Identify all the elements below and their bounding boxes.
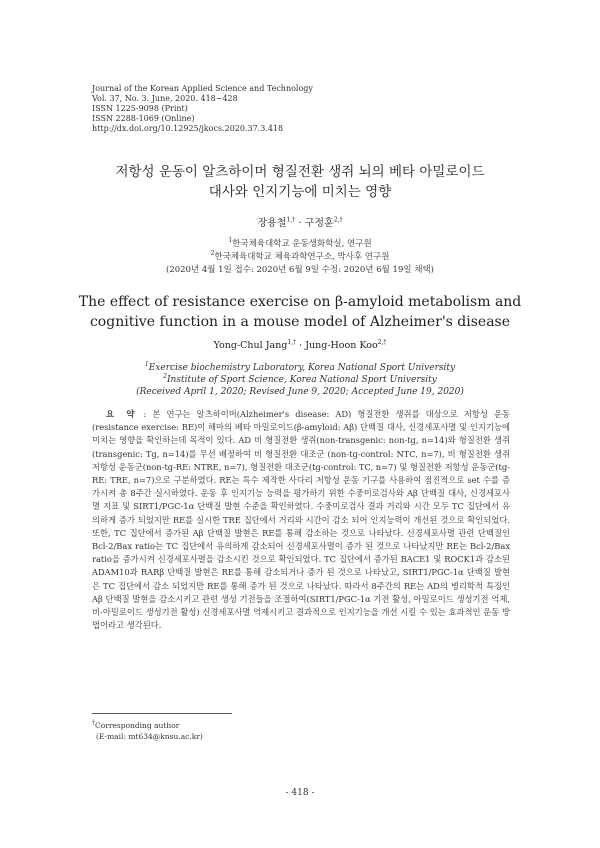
english-authors bbox=[0, 340, 600, 351]
journal-info bbox=[92, 84, 313, 134]
english-author1-marker: 1,† bbox=[287, 338, 297, 346]
korean-title bbox=[40, 162, 560, 202]
issn-print: ISSN 1225-9098 (Print) bbox=[92, 104, 188, 113]
aff2-marker: 2 bbox=[163, 373, 167, 380]
korean-authors bbox=[0, 214, 600, 229]
korean-title-line1: 저항성 운동이 알츠하이머 형질전환 생쥐 뇌의 베타 아밀로이드 bbox=[115, 164, 485, 180]
english-affiliations bbox=[0, 362, 600, 398]
author-separator: · bbox=[296, 340, 306, 351]
journal-name: Journal of the Korean Applied Science and Technology bbox=[92, 84, 313, 93]
korean-affiliations bbox=[0, 238, 600, 277]
page-number: - 418 - bbox=[285, 788, 315, 798]
english-dates: (Received April 1, 2020; Revised June 9, 2020; Accepted June 19, 2020) bbox=[136, 387, 464, 397]
korean-affiliation1: $^1$한국체육대학교 운동생화학실, 연구원 bbox=[228, 237, 372, 249]
abstract-label: 요 약 bbox=[106, 409, 138, 419]
dagger-icon: † bbox=[92, 719, 95, 727]
abstract-text: : 본 연구는 알츠하이머(Alzheimer's disease: AD) 형질전환 생쥐를 대상으로 저항성 운동(resistance exercise: RE)이 해마의 베타 아밀로이드(β-amyloid: Aβ) 단백질 대사, 신경세포사멸 및 인지기능에 미치는 영향을 확인하는데 목적이 있다. AD 비 형질전환 생쥐(non-transgenic: non-tg, n=14)와 형질전환 생쥐(transgenic: Tg, n=14)를 무선 배정하여 비 형질전환 대조군 (non-tg-control: NTC, n=7), 비 형질전환 생쥐 저항성 운동군(non-tg-RE: NTRE, n=7), 형질전환 대조군(tg-control: TC, n=7) 및 형질전환 저항성 운동군(tg-RE: TRE, n=7)으로 구분하였다. RE는 특수 제작한 사다리 저항성 운동 기구를 사용하여 점진적으로 set 수를 증가시켜 총 8주간 실시하였다. 운동 후 인지기능 능력을 평가하기 위한 수중미로검사와 Aβ 단백질 대사, 신경세포사멸 지표 및 SIRT1/PGC-1α 단백질 발현 수준을 확인하였다. 수중미로검사 결과 거리와 시간 모두 TC 집단에서 유의하게 증가 되었지만 RE를 실시한 TRE 집단에서 거리와 시간이 감소 되어 인지능력이 개선된 것으로 확인되었다. 또한, TC 집단에서 증가된 Aβ 단백질 발현은 RE를 통해 감소하는 것으로 나타났다. 신경세포사멸 관련 단백질인 Bcl-2/Bax ratio는 TC 집단에서 유의하게 감소되어 신경세포사멸이 증가 된 것으로 나타났지만 RE는 Bcl-2/Bax ratio을 증가시켜 신경세포사멸을 감소시킨 것으로 확인되었다. TC 집단에서 증가된 BACE1 및 ROCK1과 감소된 ADAM10과 RARβ 단백질 발현은 RE를 통해 감소되거나 증가 된 것으로 나타났고, SIRT1/PGC-1α 단백질 발현은 TC 집단에서 감소 되었지만 RE를 통해 증가 된 것으로 나타났다. 따라서 8주간의 RE는 AD의 병리학적 특징인 Aβ 단백질 발현을 감소시키고 관련 생성 기전들을 조절하여(SIRT1/PGC-1α 기전 활성, 아밀로이드 생성기전 억제, 비-아밀로이드 생성기전 활성) 신경세포사멸 억제시키고 결과적으로 인지기능을 개선 시킬 수 있는 효과적인 운동 방법이라고 생각된다. bbox=[92, 409, 511, 631]
korean-author1-marker: 1,† bbox=[286, 216, 296, 224]
korean-affiliation2: $^2$한국체육대학교 체육과학연구소, 박사후 연구원 bbox=[210, 250, 390, 262]
english-title-line1: The effect of resistance exercise on β-amyloid metabolism and bbox=[78, 294, 522, 310]
footnote-divider bbox=[92, 713, 232, 714]
english-title bbox=[60, 292, 540, 332]
author-separator: · bbox=[295, 218, 305, 229]
korean-dates: (2020년 4월 1일 접수: 2020년 6월 9일 수정: 2020년 6월 19일 채택) bbox=[166, 265, 434, 275]
aff1-marker: 1 bbox=[144, 361, 149, 368]
english-affiliation1: $^1$Exercise biochemistry Laboratory, Korea National Sport University bbox=[144, 361, 456, 373]
korean-author2: 구정훈 bbox=[304, 218, 334, 229]
corresponding-author: †Corresponding author bbox=[92, 719, 180, 730]
english-affiliation2: $^2$Institute of Sport Science, Korea National Sport University bbox=[163, 373, 437, 385]
english-title-line2: cognitive function in a mouse model of Alzheimer's disease bbox=[89, 314, 511, 330]
english-author2: Jung-Hoon Koo bbox=[305, 340, 378, 351]
issn-online: ISSN 2288-1069 (Online) bbox=[92, 114, 195, 123]
abstract bbox=[92, 408, 510, 632]
footnote bbox=[92, 720, 203, 742]
email-address: (E-mail: mt634@knsu.ac.kr) bbox=[96, 732, 203, 741]
korean-title-line2: 대사와 인지기능에 미치는 영향 bbox=[208, 184, 392, 200]
korean-author1: 장용철 bbox=[257, 218, 287, 229]
aff2-marker: 2 bbox=[210, 250, 215, 258]
english-author2-marker: 2,† bbox=[377, 338, 387, 346]
english-author1: Yong-Chul Jang bbox=[213, 340, 288, 351]
journal-issue: Vol. 37, No. 3. June, 2020. 418~428 bbox=[92, 94, 238, 103]
aff1-marker: 1 bbox=[228, 237, 233, 245]
doi-link[interactable]: http://dx.doi.org/10.12925/jkocs.2020.37.3.418 bbox=[92, 124, 284, 133]
korean-author2-marker: 2,† bbox=[333, 216, 343, 224]
